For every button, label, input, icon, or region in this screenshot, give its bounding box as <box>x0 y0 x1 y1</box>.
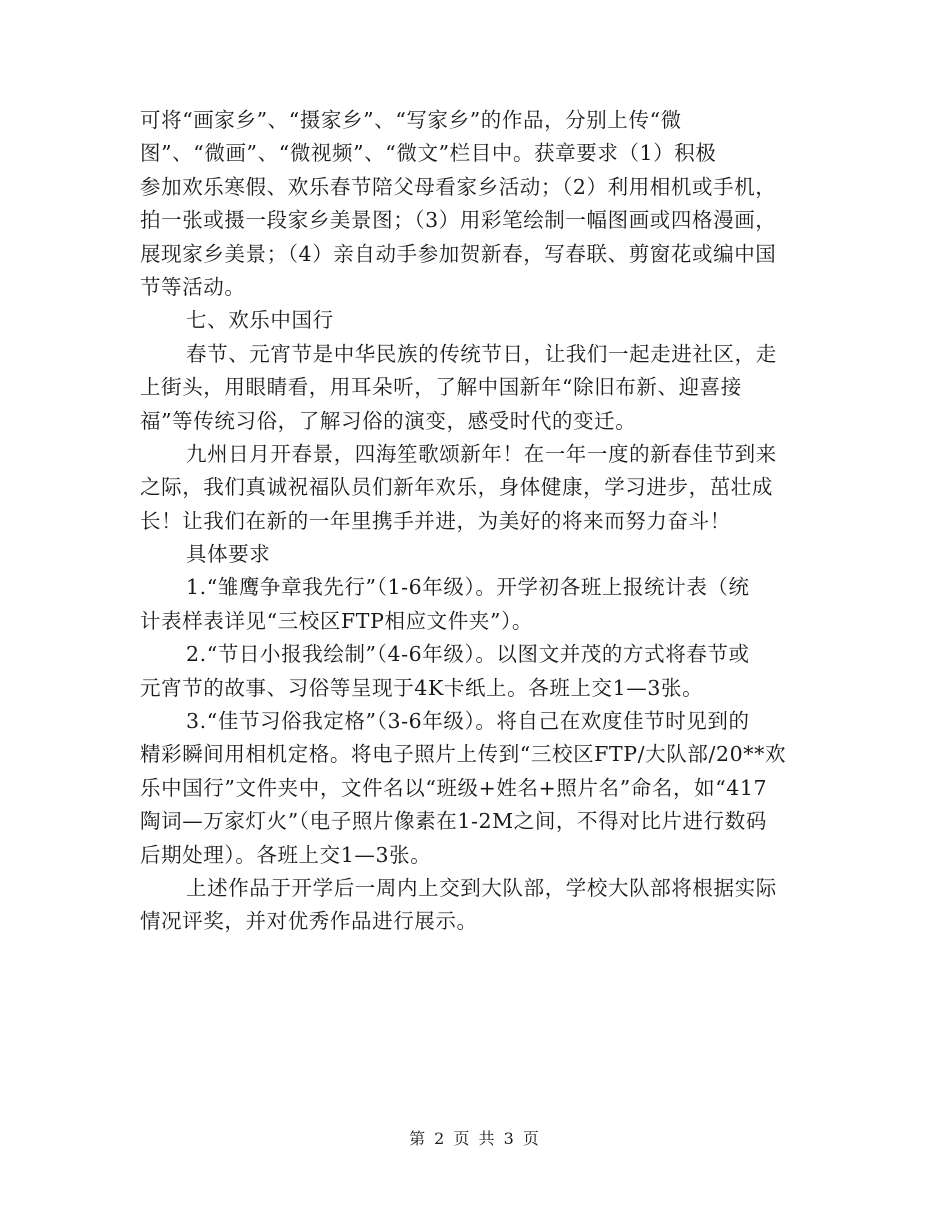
text-line: 精彩瞬间用相机定格。将电子照片上传到“三校区FTP/大队部/20**欢 <box>140 742 787 767</box>
text-line: 福”等传统习俗，了解习俗的演变，感受时代的变迁。 <box>140 408 637 433</box>
text-line: 后期处理）。各班上交1—3张。 <box>140 842 432 867</box>
text-line: 陶词—万家灯火”（电子照片像素在1-2M之间，不得对比片进行数码 <box>140 809 767 834</box>
text-line: 九州日月开春景，四海笙歌颂新年！在一年一度的新春佳节到来 <box>186 441 777 466</box>
text-line: 上述作品于开学后一周内上交到大队部，学校大队部将根据实际 <box>186 875 777 900</box>
text-line: 计表样表详见“三校区FTP相应文件夹”）。 <box>140 608 533 633</box>
text-line: 2.“节日小报我绘制”（4-6年级）。以图文并茂的方式将春节或 <box>186 642 750 667</box>
text-line: 春节、元宵节是中华民族的传统节日，让我们一起走进社区，走 <box>186 341 777 366</box>
text-line: 情况评奖，并对优秀作品进行展示。 <box>140 909 478 934</box>
text-line: 3.“佳节习俗我定格”（3-6年级）。将自己在欢度佳节时见到的 <box>186 709 750 734</box>
text-line: 七、欢乐中国行 <box>186 308 334 333</box>
text-line: 节等活动。 <box>140 274 246 299</box>
text-line: 参加欢乐寒假、欢乐春节陪父母看家乡活动；（2）利用相机或手机， <box>140 174 777 199</box>
text-line: 元宵节的故事、习俗等呈现于4K卡纸上。各班上交1—3张。 <box>140 675 704 700</box>
document-body <box>140 104 816 939</box>
page-footer: 第 2 页 共 3 页 <box>409 1129 541 1148</box>
text-line: 具体要求 <box>186 542 271 567</box>
text-line: 长！让我们在新的一年里携手并进，为美好的将来而努力奋斗！ <box>140 508 731 533</box>
text-line: 乐中国行”文件夹中，文件名以“班级+姓名+照片名”命名，如“417 <box>140 775 768 800</box>
text-line: 上街头，用眼睛看，用耳朵听，了解中国新年“除旧布新、迎喜接 <box>140 375 742 400</box>
text-line: 图”、“微画”、“微视频”、“微文”栏目中。获章要求（1）积极 <box>140 141 717 166</box>
text-line: 可将“画家乡”、“摄家乡”、“写家乡”的作品，分别上传“微 <box>140 108 682 132</box>
text-line: 展现家乡美景；（4）亲自动手参加贺新春，写春联、剪窗花或编中国 <box>140 241 777 266</box>
text-line: 1.“雏鹰争章我先行”（1-6年级）。开学初各班上报统计表（统 <box>186 575 750 600</box>
text-line: 之际，我们真诚祝福队员们新年欢乐，身体健康，学习进步，茁壮成 <box>140 475 773 500</box>
text-line: 拍一张或摄一段家乡美景图；（3）用彩笔绘制一幅图画或四格漫画， <box>140 208 777 233</box>
